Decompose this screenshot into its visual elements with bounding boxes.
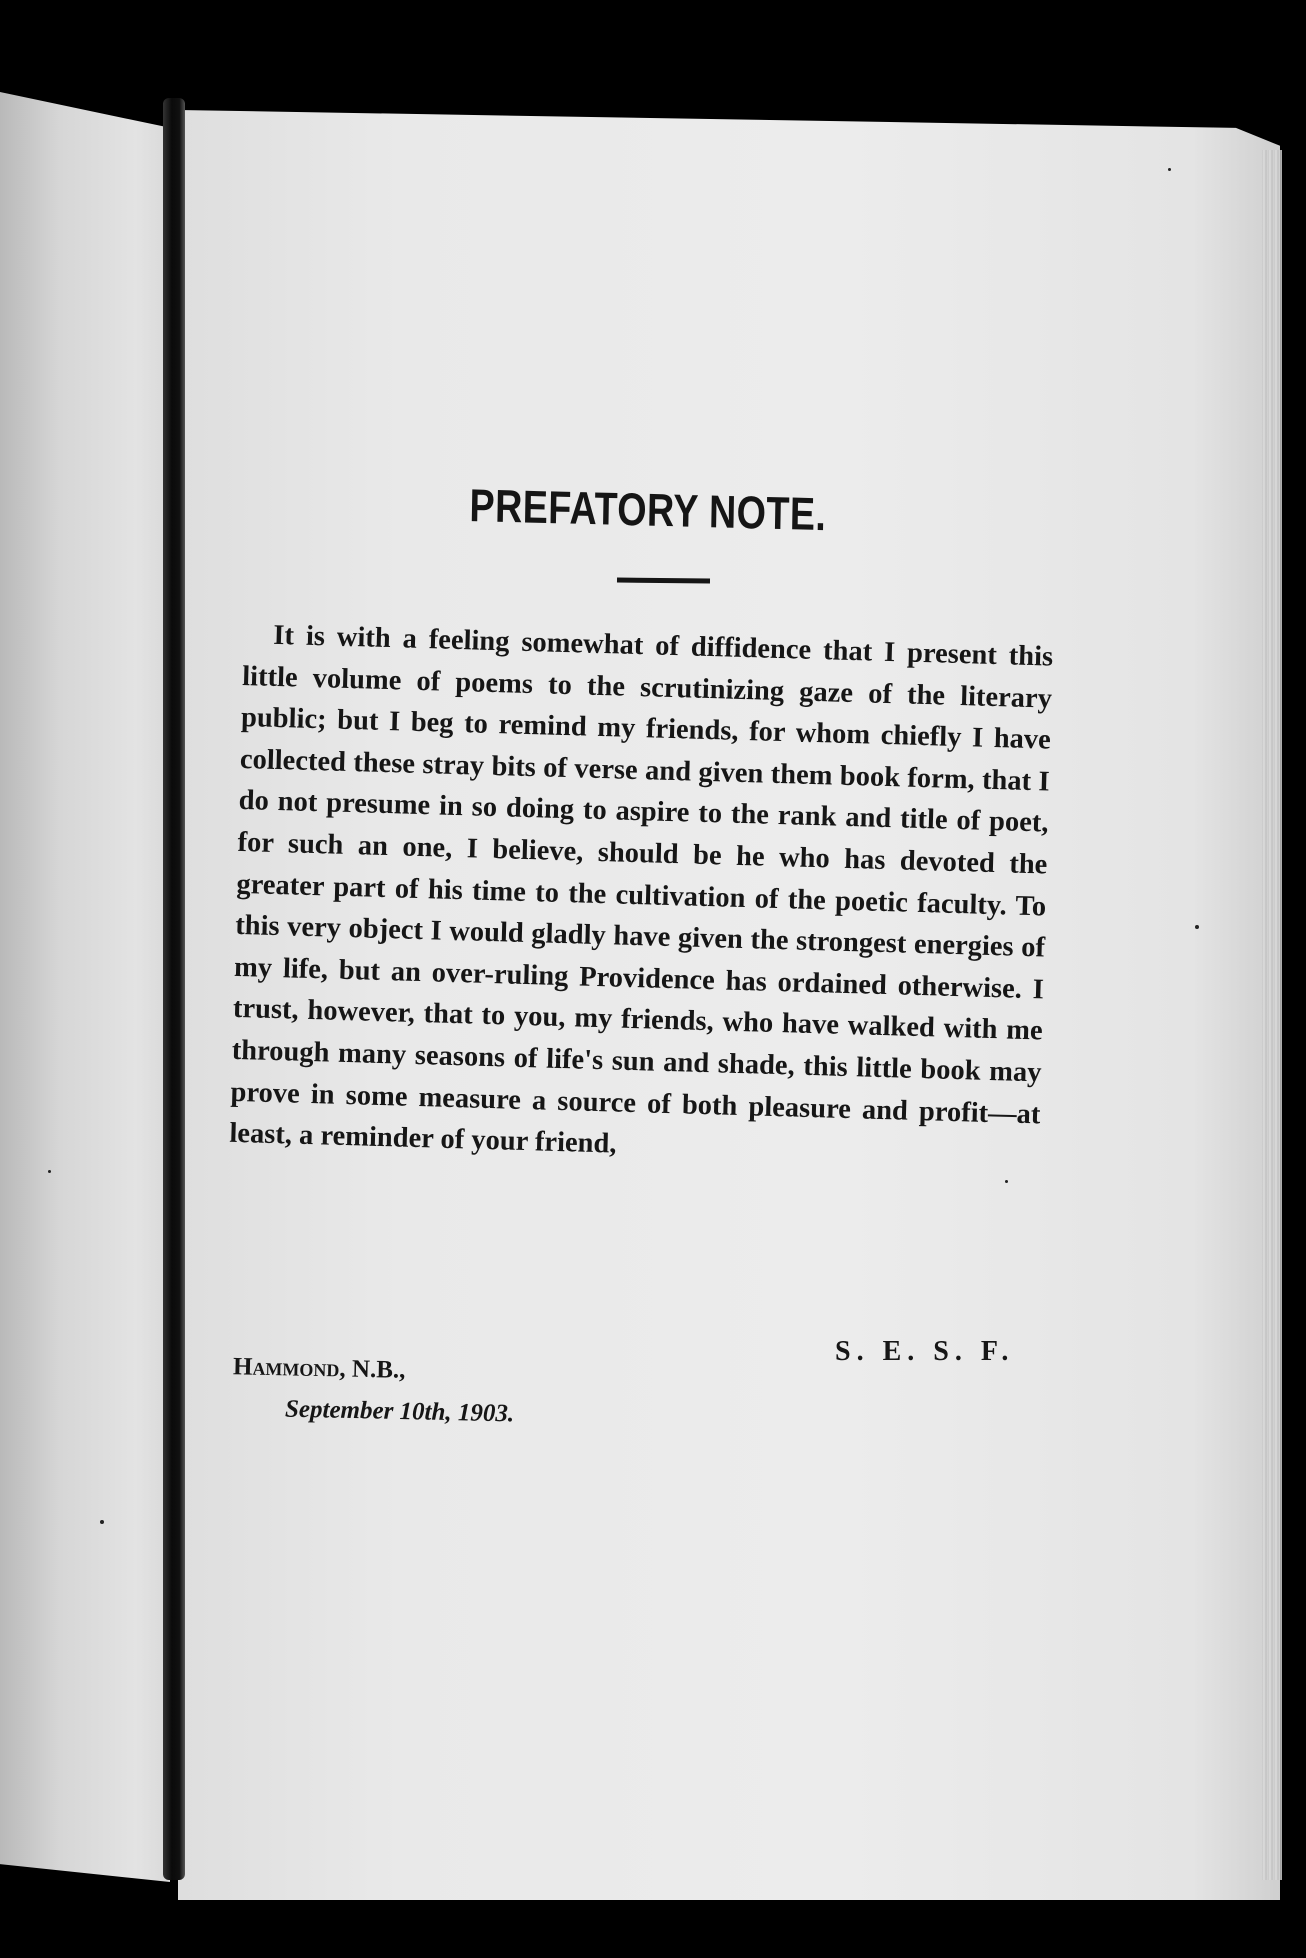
author-initials: S. E. S. F. [835, 1336, 1015, 1367]
scan-speck [48, 1170, 51, 1173]
scan-speck [1195, 925, 1199, 929]
scan-speck [1168, 168, 1171, 171]
date-line: September 10th, 1903. [284, 1395, 515, 1428]
scan-speck [1005, 1180, 1008, 1183]
place-line: Hammond, N.B., [232, 1353, 406, 1384]
body-paragraph: It is with a feeling somewhat of diffidence that I present this little volume of poems to the scrutinizing gaze of the literary public; but I beg to remind my friends, for whom chiefly I have collected these stray bits of verse and given them book form, that I do not presume in so doing to aspire to the rank and title of poet, for such an one, I believe, should be he who has devoted the greater part of his time to the cultivation of the poetic faculty. To this very object I would gladly have given the strongest energies of my life, but an over-ruling Providence has ordained otherwise. I trust, however, that to you, my friends, who have walked with me through many seasons of life's sun and shade, this little book may prove in some measure a source of both pleasure and profit—at least, a reminder of your friend, [229, 619, 1054, 1160]
title-rule [617, 578, 710, 584]
page-title: PREFATORY NOTE. [469, 478, 827, 541]
scan-speck [100, 1520, 104, 1524]
prefatory-text [229, 614, 1054, 1177]
